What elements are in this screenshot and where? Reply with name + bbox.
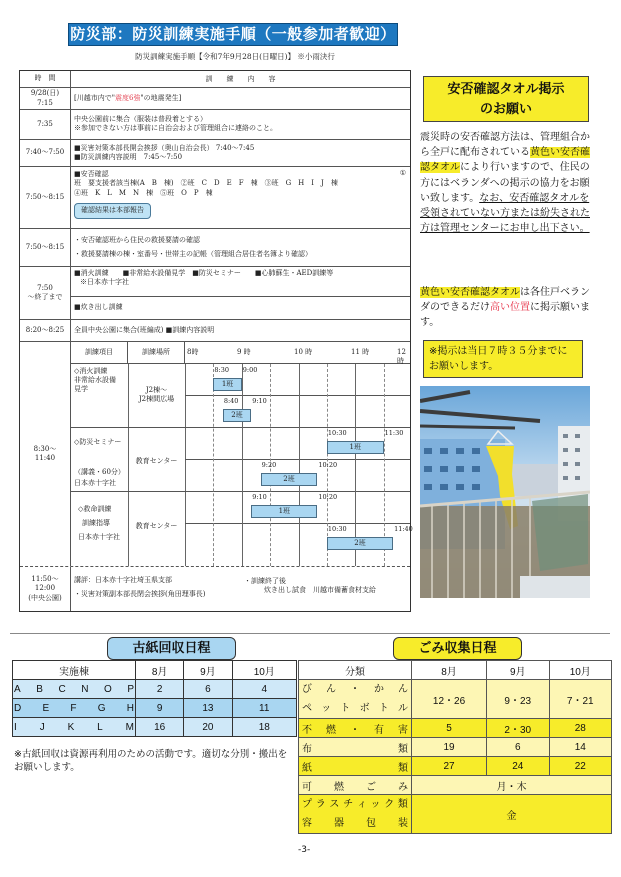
towel-notice-body [420, 130, 592, 236]
cat-char: ィ [356, 799, 367, 810]
schedule-bar: 1班 [327, 441, 384, 454]
date-cell: 4 [232, 680, 297, 699]
page-subtitle: 防災訓練実施手順【令和7年9月28日(日曜日)】 ※小雨決行 [135, 52, 335, 61]
building: F [70, 702, 77, 714]
category-cell [299, 795, 412, 834]
quake-intensity: 震度6強 [114, 94, 141, 102]
garbage-row [299, 680, 612, 719]
cat-char: 容 [302, 818, 312, 829]
row-time: 7:40〜7:50 [20, 140, 71, 166]
row-content [71, 88, 410, 109]
cat-char: ん [326, 684, 336, 695]
date-cell: 18 [232, 718, 297, 737]
schedule-bar: 1班 [213, 378, 241, 391]
header-month: 10月 [232, 661, 297, 680]
bar-end-time: 9:10 [252, 397, 267, 405]
time-grid-line [299, 364, 300, 566]
building: O [104, 683, 112, 695]
place-seminar: 教育センター [135, 457, 178, 465]
drill-schedule-table [19, 70, 411, 612]
date-cell: 20 [184, 718, 232, 737]
cat-char: ・ [350, 684, 360, 695]
bar-end-time: 10:20 [318, 461, 338, 469]
high-position-text: 高い位置 [490, 302, 530, 314]
paper-collection-note: ※古紙回収は資源再利用のための活動です。適切な分別・搬出をお願いします。 [14, 749, 288, 773]
item-header: 訓練項目 [71, 342, 128, 364]
row-time: 8:30〜 11:40 [20, 342, 71, 566]
cat-char: か [374, 684, 384, 695]
header-category: 分類 [299, 661, 412, 680]
date-cell: 24 [487, 757, 549, 776]
cat-char: 有 [374, 724, 384, 736]
bar-start-time: 10:30 [327, 525, 347, 533]
cat-char: プ [302, 799, 312, 810]
cat-char: 紙 [302, 762, 312, 774]
time-grid-line [384, 364, 385, 566]
body-text: に掲示願います。 [420, 302, 590, 329]
bar-end-time: 11:40 [394, 525, 413, 533]
hour-label: 11 時 [351, 348, 370, 356]
deadline-note: ※掲示は当日７時３５分までにお願いします。 [423, 340, 583, 378]
building: I [14, 721, 17, 733]
grid-line [71, 491, 410, 492]
cat-char: ト [340, 703, 351, 714]
cat-char: ト [378, 703, 389, 714]
cat-char: 包 [366, 818, 376, 829]
group-number-1: ① [399, 169, 406, 177]
content-line: ・安否確認班から住民の救援要請の確認 [74, 236, 200, 244]
activities-cell [71, 267, 410, 297]
schedule-row [20, 229, 410, 267]
building: J [39, 721, 45, 733]
buildings-cell [13, 718, 136, 737]
row-content [71, 229, 410, 266]
body-text: は各住戸ベランダのできるだけ [420, 287, 590, 314]
schedule-bar: 2班 [223, 409, 251, 422]
cat-char: ク [384, 799, 395, 810]
towel-notice-title [423, 76, 589, 122]
content-line: ■安否確認 [74, 170, 109, 178]
item-line: 日本赤十字社 [78, 533, 120, 541]
place-line: J2棟間広場 [138, 394, 175, 403]
building: M [125, 721, 134, 733]
content-line: ■防災訓練内容説明 7:45〜7:50 [74, 153, 183, 162]
paper-row [13, 680, 297, 699]
cat-char: 布 [302, 743, 312, 755]
building: C [58, 683, 66, 695]
cat-char: 可 [302, 781, 312, 793]
row-content [71, 167, 410, 228]
bar-end-time: 9:00 [242, 366, 258, 374]
notice-title-line: のお願い [479, 102, 532, 117]
paper-row [13, 718, 297, 737]
cat-char: ラ [315, 799, 326, 810]
header-month: 8月 [412, 661, 487, 680]
garbage-row [299, 757, 612, 776]
content-line: 中央公園前に集合（服装は普段着とする） [74, 115, 207, 123]
building: D [14, 702, 22, 714]
time-header: 時 間 [20, 71, 71, 87]
building: E [42, 702, 50, 714]
cat-char: チ [343, 799, 354, 810]
cat-char: 器 [334, 818, 344, 829]
hour-label: 12時 [397, 348, 406, 366]
row-content [71, 267, 410, 319]
buildings-cell [13, 699, 136, 718]
item-line: （講義・60分） [74, 468, 125, 476]
garbage-row [299, 776, 612, 795]
cat-char: ッ [370, 799, 381, 810]
item-lifesaving [74, 502, 120, 544]
place-fire-drill [128, 386, 185, 404]
weekday-cell: 金 [412, 795, 612, 834]
date-cell: 11 [232, 699, 297, 718]
bar-start-time: 9:10 [252, 493, 267, 501]
paper-row [13, 699, 297, 718]
schedule-row [20, 267, 410, 320]
cat-char: ボ [359, 703, 370, 714]
date-cell: 22 [549, 757, 612, 776]
quake-post: "の地震発生] [140, 94, 182, 102]
row-content [71, 320, 410, 341]
category-cell [299, 757, 412, 776]
schedule-row [20, 167, 410, 229]
item-seminar [74, 438, 121, 447]
item-line: ◇消火訓練 [74, 367, 108, 375]
header-month: 10月 [549, 661, 612, 680]
building: B [36, 683, 43, 695]
cat-char: ッ [321, 703, 332, 714]
cat-char: 装 [398, 818, 408, 829]
schedule-row [20, 88, 410, 110]
schedule-bar: 2班 [327, 537, 393, 550]
item-line: ◇救命訓練 [78, 505, 112, 513]
bar-start-time: 8:40 [223, 397, 239, 405]
date-cell: 9 [136, 699, 184, 718]
row-time: 11:50〜 12:00 (中央公園) [20, 567, 71, 611]
grid-line [185, 395, 410, 396]
buildings-cell [13, 680, 136, 699]
place-header: 訓練場所 [128, 342, 185, 364]
building: K [67, 721, 75, 733]
grid-line [71, 427, 410, 428]
garbage-row [299, 795, 612, 834]
cat-char: み [398, 781, 408, 793]
row-content [71, 110, 410, 139]
row-time: 7:50 〜終了まで [20, 267, 71, 319]
bar-start-time: 8:30 [214, 366, 229, 374]
schedule-row [20, 320, 410, 342]
schedule-row-closing [20, 567, 410, 611]
item-line: ◇防災セミナー [74, 438, 122, 446]
cat-char: 害 [398, 724, 408, 736]
header-month: 9月 [184, 661, 232, 680]
date-cell: 2・30 [487, 719, 549, 738]
balcony-towel-photo [420, 386, 590, 598]
item-fire-drill [74, 367, 116, 393]
schedule-row [20, 110, 410, 140]
row-time: 7:50〜8:15 [20, 229, 71, 266]
garbage-row [299, 738, 612, 757]
schedule-header-row [20, 71, 410, 88]
body-underlined: なお、安否確認タオルを受領されていない方または紛失された方は管理センターにお申し出下さい。 [420, 192, 590, 235]
schedule-bar: 2班 [261, 473, 318, 486]
page-number: -3- [298, 845, 311, 855]
notice-title-line: 安否確認タオル掲示 [447, 82, 565, 97]
item-line: 日本赤十字社 [74, 479, 116, 488]
timeline-grid [71, 342, 413, 566]
cooking-drill: ■炊き出し訓練 [74, 303, 123, 311]
hour-label: 9 時 [237, 348, 251, 356]
date-cell: 9・23 [487, 680, 549, 719]
confirm-report-button[interactable]: 確認結果は本部報告 [74, 203, 151, 218]
place-line: J2棟〜 [145, 386, 168, 394]
building: H [126, 702, 134, 714]
garbage-collection-table [298, 660, 612, 834]
cat-char: ペ [302, 703, 312, 714]
category-cell [299, 776, 412, 795]
paper-collection-title: 古紙回収日程 [107, 637, 236, 660]
closing-right [244, 577, 376, 596]
bar-start-time: 9:20 [261, 461, 277, 469]
cat-char: ス [329, 799, 340, 810]
content-line: 炊き出し試食 川越市備蓄食材支給 [264, 586, 376, 595]
building: N [81, 683, 89, 695]
date-cell: 7・21 [549, 680, 612, 719]
bar-start-time: 10:30 [327, 429, 347, 437]
section-divider [10, 633, 610, 634]
row-time: 7:35 [20, 110, 71, 139]
date-cell: 28 [549, 719, 612, 738]
garbage-header-row [299, 661, 612, 680]
date-cell: 2 [136, 680, 184, 699]
cat-char: 燃 [334, 781, 344, 793]
row-time: 8:20〜8:25 [20, 320, 71, 341]
cat-char: 不 [302, 724, 312, 736]
content-header: 訓 練 内 容 [205, 75, 276, 83]
item-line: 訓練指導 [82, 519, 110, 527]
content-line: ※参加できない方は事前に自治会および管理組合に連絡のこと。 [74, 124, 277, 133]
cat-char: ん [398, 684, 408, 695]
cat-char: 類 [398, 743, 408, 755]
paper-header-row [13, 661, 297, 680]
place-lifesaving: 教育センター [135, 522, 178, 530]
yellow-towel-highlight: 黄色い安否確認タオル [420, 287, 520, 298]
page-title: 防災部：防災訓練実施手順（一般参加者歓迎） [68, 23, 398, 46]
time-grid-line [355, 364, 356, 566]
time-grid-line [213, 364, 214, 566]
cat-char: ル [397, 703, 408, 714]
paper-collection-table [12, 660, 297, 737]
schedule-bar: 1班 [251, 505, 317, 518]
garbage-row [299, 719, 612, 738]
date-cell: 5 [412, 719, 487, 738]
date-cell: 6 [487, 738, 549, 757]
balcony-photo-illustration [420, 386, 590, 598]
content-line: 班 要支援者該当棟(A B 棟) ②班 C D E F 棟 ③班 G H I J 棟 [74, 179, 338, 188]
item-seminar-detail [74, 467, 125, 489]
row-time: 7:50〜8:15 [20, 167, 71, 228]
category-cell [299, 719, 412, 738]
category-cell [299, 680, 412, 719]
bar-end-time: 10:20 [318, 493, 338, 501]
building: P [127, 683, 134, 695]
content-line: 講評：日本赤十字社埼玉県支部 [74, 576, 172, 584]
garbage-collection-title: ごみ収集日程 [393, 637, 522, 660]
cat-char: 類 [397, 799, 408, 810]
weekday-cell: 月・木 [412, 776, 612, 795]
body-text: 震災時の安否確認方法は、管理組合から全戸に配布されている [420, 132, 590, 159]
hour-label: 10 時 [294, 348, 313, 356]
towel-placement-note [420, 285, 592, 331]
content-line: ■災害対策本部長開会挨拶（奥山自治会長） 7:40〜7:45 [74, 144, 255, 152]
row-content [71, 140, 410, 166]
date-cell: 14 [549, 738, 612, 757]
row-time: 9/28(日) 7:15 [20, 88, 71, 109]
timeline-row [20, 342, 413, 567]
cat-char: び [302, 684, 312, 695]
date-cell: 27 [412, 757, 487, 776]
quake-pre: [川越市内で" [74, 94, 115, 102]
date-cell: 13 [184, 699, 232, 718]
content-line: ・訓練終了後 [244, 577, 286, 585]
building: L [97, 721, 103, 733]
body-text: により行いますので、住民の方にはベランダへの掲示の協力をお願い致します。 [420, 162, 590, 204]
header-month: 9月 [487, 661, 549, 680]
date-cell: 6 [184, 680, 232, 699]
item-line: 見学 [74, 384, 88, 393]
cat-char: ご [366, 781, 376, 793]
grid-line [185, 523, 410, 524]
cat-char: ・ [350, 724, 360, 736]
category-cell [299, 738, 412, 757]
cat-char: 類 [398, 762, 408, 774]
yellow-towel-highlight: 黄色い安否確認タオル [420, 147, 590, 174]
content-line: ・救援要請棟の棟・室番号・世帯主の記帳（管理組合居住者名簿より確認） [74, 250, 312, 258]
content-line: ※日本赤十字社 [80, 278, 129, 287]
schedule-row [20, 140, 410, 167]
header-month: 8月 [136, 661, 184, 680]
hour-label: 8時 [187, 348, 199, 356]
grid-line [185, 459, 410, 460]
bar-end-time: 11:30 [384, 429, 404, 437]
date-cell: 19 [412, 738, 487, 757]
date-cell: 16 [136, 718, 184, 737]
item-line: 非常給水設備 [74, 375, 116, 384]
content-line: ④班 K L M N 棟 ⑤班 O P 棟 [74, 188, 213, 197]
building: A [14, 683, 21, 695]
date-cell: 12・26 [412, 680, 487, 719]
building: G [97, 702, 106, 714]
cat-char: 燃 [326, 724, 336, 736]
content-line: ・災害対策副本部長閉会挨拶(角田理事長) [74, 590, 206, 598]
content-line: ■消火訓練 ■非常給水設備見学 ■防災セミナー ■心肺蘇生・AED訓練等 [74, 269, 334, 277]
content-line: 全員中央公園に集合(班編成) ■訓練内容説明 [74, 326, 215, 334]
header-buildings: 実施棟 [13, 661, 136, 680]
time-grid-line [242, 364, 243, 566]
